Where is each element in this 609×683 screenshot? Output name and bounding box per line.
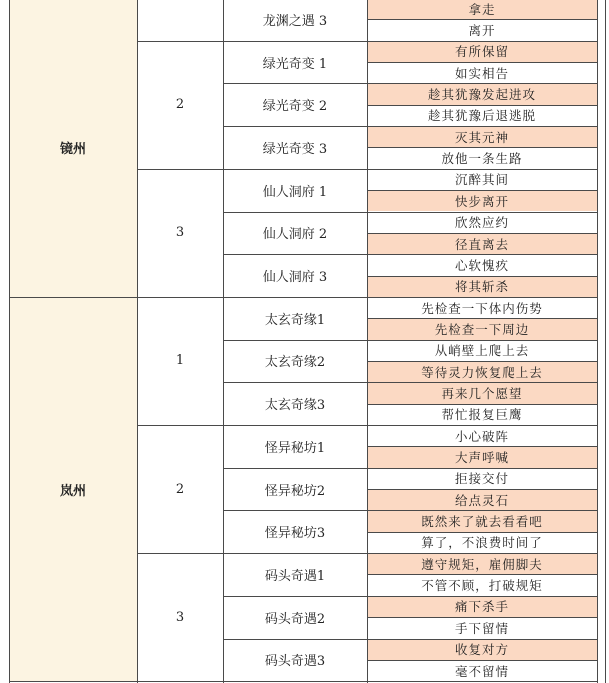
grid-line — [367, 446, 597, 447]
grid-line — [367, 574, 597, 575]
grid-line — [597, 0, 598, 683]
grid-line — [367, 361, 597, 362]
grid-line — [367, 83, 597, 84]
option-cell: 将其斩杀 — [367, 276, 597, 297]
grid-line — [223, 468, 367, 469]
encounter-cell: 太玄奇缘3 — [223, 382, 367, 425]
grid-line — [137, 41, 223, 42]
option-cell: 心软愧疚 — [367, 254, 597, 275]
encounter-cell: 码头奇遇1 — [223, 553, 367, 596]
grid-line — [223, 169, 367, 170]
encounter-cell: 绿光奇变 1 — [223, 41, 367, 84]
grid-line — [367, 681, 597, 682]
grid-line — [367, 276, 597, 277]
option-cell: 小心破阵 — [367, 425, 597, 446]
option-cell: 拿走 — [367, 0, 597, 19]
region-cell: 岚州 — [9, 297, 137, 681]
encounter-cell: 仙人洞府 1 — [223, 169, 367, 212]
grid-line — [9, 0, 10, 683]
encounter-cell: 怪异秘坊3 — [223, 510, 367, 553]
option-cell: 灭其元神 — [367, 126, 597, 147]
option-cell: 毫不留情 — [367, 660, 597, 681]
grid-line — [367, 660, 597, 661]
grid-line — [367, 639, 597, 640]
grid-line — [367, 510, 597, 511]
option-cell: 给点灵石 — [367, 489, 597, 510]
stage-cell: 3 — [137, 553, 223, 681]
grid-line — [137, 169, 223, 170]
grid-line — [605, 0, 606, 683]
grid-line — [367, 254, 597, 255]
encounter-cell: 太玄奇缘1 — [223, 297, 367, 340]
option-cell: 离开 — [367, 19, 597, 40]
grid-line — [223, 340, 367, 341]
option-cell: 不管不顾，打破规矩 — [367, 574, 597, 595]
grid-line — [367, 425, 597, 426]
grid-line — [367, 41, 597, 42]
grid-line — [223, 510, 367, 511]
grid-line — [223, 83, 367, 84]
grid-line — [367, 169, 597, 170]
grid-line — [223, 596, 367, 597]
encounter-cell: 太玄奇缘2 — [223, 340, 367, 383]
encounter-cell: 码头奇遇3 — [223, 639, 367, 682]
grid-line — [367, 553, 597, 554]
option-cell: 如实相告 — [367, 62, 597, 83]
stage-cell: 3 — [137, 169, 223, 297]
grid-line — [367, 596, 597, 597]
grid-line — [223, 254, 367, 255]
grid-line — [9, 681, 137, 682]
option-cell: 痛下杀手 — [367, 596, 597, 617]
option-cell: 趁其犹豫发起进攻 — [367, 83, 597, 104]
grid-line — [367, 190, 597, 191]
grid-line — [367, 489, 597, 490]
encounter-cell: 码头奇遇2 — [223, 596, 367, 639]
encounter-cell: 仙人洞府 3 — [223, 254, 367, 297]
option-cell: 算了，不浪费时间了 — [367, 532, 597, 553]
option-cell: 手下留情 — [367, 617, 597, 638]
option-cell: 大声呼喊 — [367, 446, 597, 467]
grid-line — [367, 340, 597, 341]
option-cell: 先检查一下周边 — [367, 318, 597, 339]
grid-line — [367, 212, 597, 213]
stage-cell: 2 — [137, 41, 223, 169]
grid-line — [367, 233, 597, 234]
option-cell: 帮忙报复巨鹰 — [367, 404, 597, 425]
option-cell: 欣然应约 — [367, 212, 597, 233]
grid-line — [9, 297, 137, 298]
grid-line — [367, 318, 597, 319]
option-cell: 收复对方 — [367, 639, 597, 660]
grid-line — [367, 297, 597, 298]
grid-line — [223, 212, 367, 213]
encounter-cell: 绿光奇变 3 — [223, 126, 367, 169]
option-cell: 等待灵力恢复爬上去 — [367, 361, 597, 382]
grid-line — [367, 0, 368, 683]
grid-line — [223, 553, 367, 554]
stage-cell: 1 — [137, 297, 223, 425]
option-cell: 从峭壁上爬上去 — [367, 340, 597, 361]
option-cell: 再来几个愿望 — [367, 382, 597, 403]
option-cell: 有所保留 — [367, 41, 597, 62]
option-cell: 既然来了就去看看吧 — [367, 510, 597, 531]
option-cell: 趁其犹豫后退逃脱 — [367, 105, 597, 126]
option-cell: 快步离开 — [367, 190, 597, 211]
grid-line — [367, 617, 597, 618]
stage-cell — [137, 0, 223, 41]
grid-line — [367, 62, 597, 63]
grid-line — [367, 147, 597, 148]
grid-line — [137, 0, 138, 683]
grid-line — [223, 0, 224, 683]
option-cell: 拒接交付 — [367, 468, 597, 489]
encounter-cell: 怪异秘坊2 — [223, 468, 367, 511]
grid-line — [367, 105, 597, 106]
grid-line — [367, 404, 597, 405]
option-cell: 沉醉其间 — [367, 169, 597, 190]
encounter-cell: 怪异秘坊1 — [223, 425, 367, 468]
encounter-cell: 绿光奇变 2 — [223, 83, 367, 126]
grid-line — [367, 382, 597, 383]
option-cell: 先检查一下体内伤势 — [367, 297, 597, 318]
grid-line — [223, 639, 367, 640]
grid-line — [223, 41, 367, 42]
option-cell: 放他一条生路 — [367, 147, 597, 168]
walkthrough-table — [9, 0, 606, 683]
grid-line — [367, 532, 597, 533]
grid-line — [223, 297, 367, 298]
grid-line — [367, 468, 597, 469]
option-cell: 径直离去 — [367, 233, 597, 254]
grid-line — [137, 297, 223, 298]
grid-line — [137, 553, 223, 554]
grid-line — [367, 19, 597, 20]
grid-line — [223, 126, 367, 127]
grid-line — [223, 425, 367, 426]
encounter-cell: 仙人洞府 2 — [223, 212, 367, 255]
encounter-cell: 龙渊之遇 3 — [223, 0, 367, 41]
region-cell: 镜州 — [9, 0, 137, 297]
grid-line — [137, 681, 223, 682]
grid-line — [223, 382, 367, 383]
stage-cell: 2 — [137, 425, 223, 553]
grid-line — [137, 425, 223, 426]
grid-line — [223, 681, 367, 682]
option-cell: 遵守规矩，雇佣脚夫 — [367, 553, 597, 574]
grid-line — [367, 126, 597, 127]
